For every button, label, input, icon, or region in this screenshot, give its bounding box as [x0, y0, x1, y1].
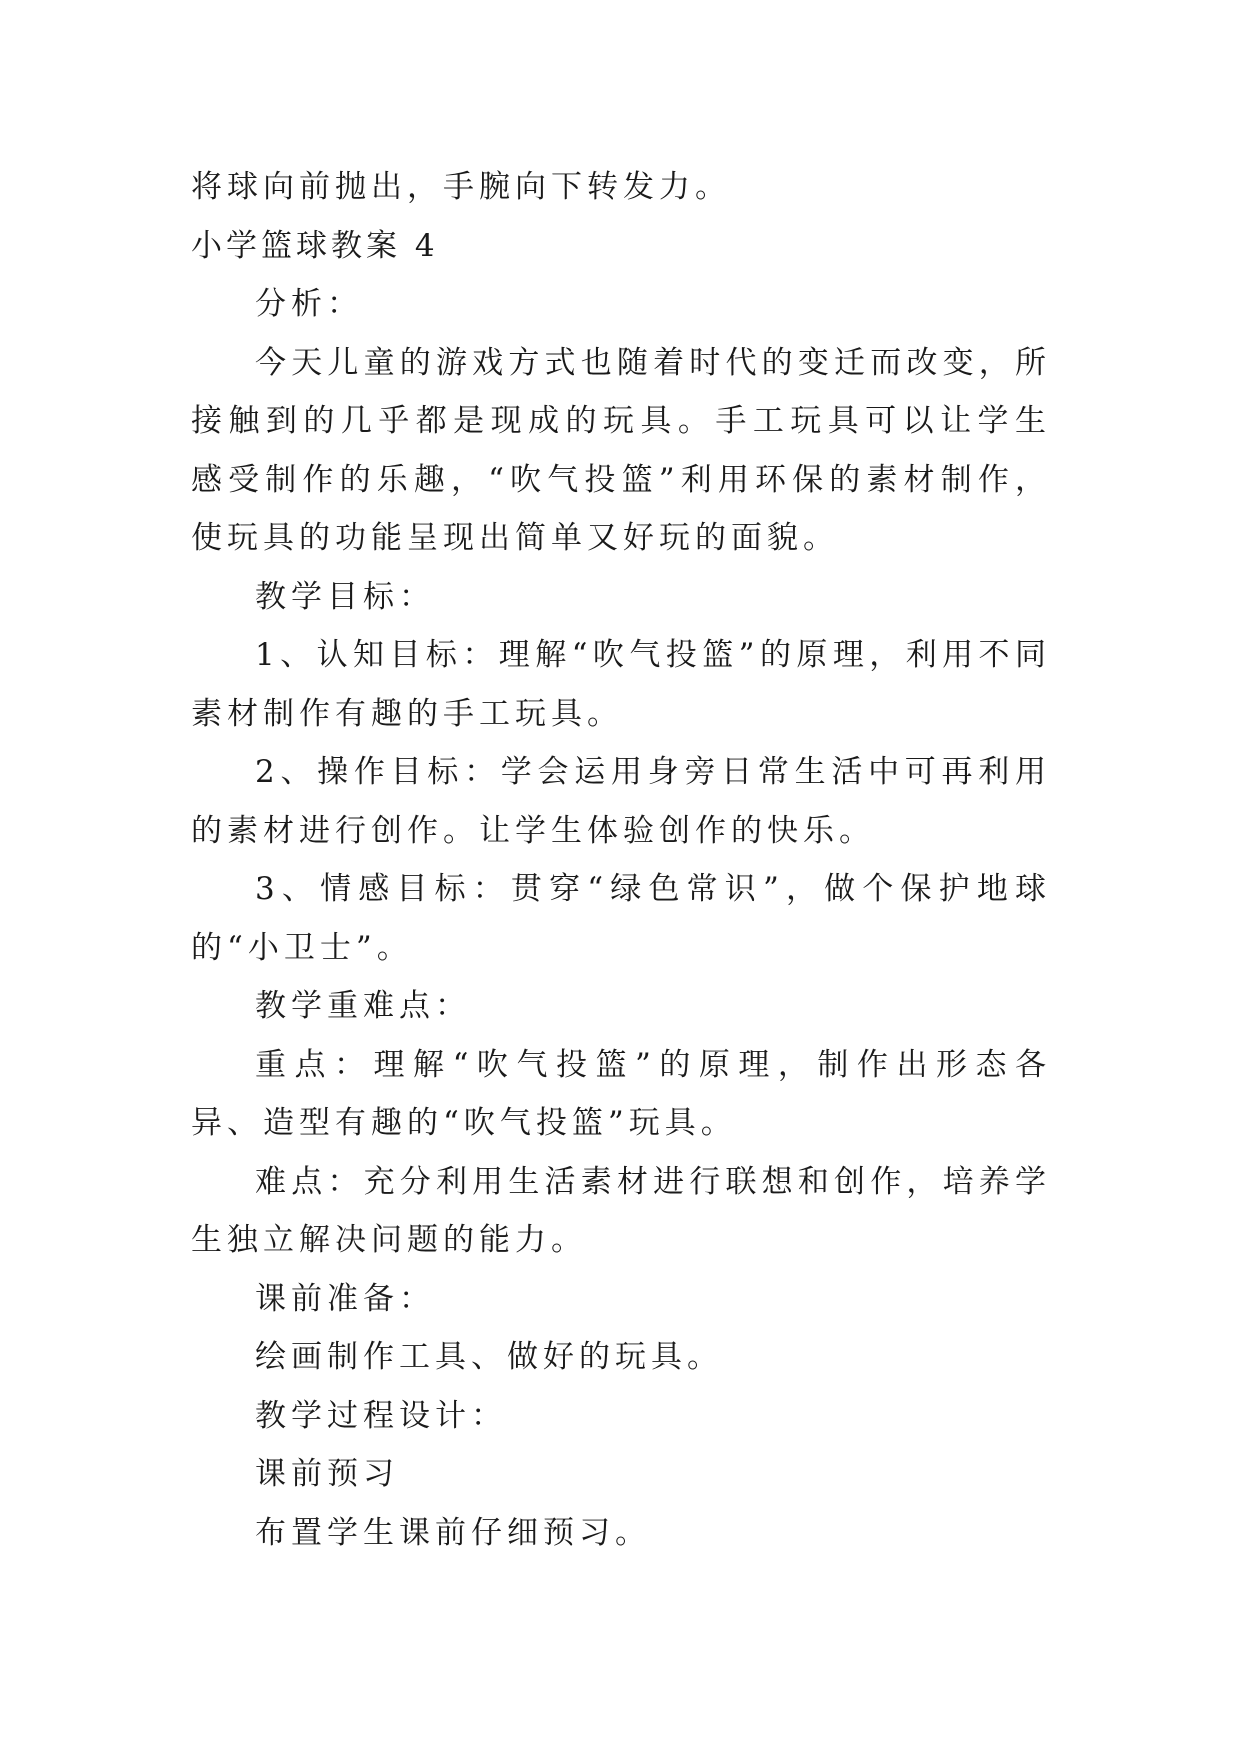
- subheading-process-design: 教学过程设计：: [255, 1397, 507, 1434]
- paragraph-preparation: 绘画制作工具、做好的玩具。: [255, 1339, 723, 1375]
- paragraph-analysis: 今天儿童的游戏方式也随着时代的变迁而改变，所接触到的几乎都是现成的玩具。手工玩具可以让学生感受制作的乐趣，“吹气投篮”利用环保的素材制作，使玩具的功能呈现出简单又好玩的面貌。: [191, 344, 1051, 556]
- subheading-preview: 课前预习: [255, 1456, 399, 1492]
- section-heading: 小学篮球教案 4: [191, 227, 439, 264]
- goal-cognitive: 1、认知目标：理解“吹气投篮”的原理，利用不同素材制作有趣的手工玩具。: [191, 637, 1051, 732]
- paragraph-key-point: 重点：理解“吹气投篮”的原理，制作出形态各异、造型有趣的“吹气投篮”玩具。: [191, 1046, 1051, 1141]
- subheading-analysis: 分析：: [255, 286, 363, 322]
- paragraph-preview: 布置学生课前仔细预习。: [255, 1514, 651, 1551]
- paragraph-continuation: 将球向前抛出，手腕向下转发力。: [191, 169, 731, 205]
- goal-operation: 2、操作目标：学会运用身旁日常生活中可再利用的素材进行创作。让学生体验创作的快乐。: [191, 754, 1051, 849]
- goal-emotion: 3、情感目标：贯穿“绿色常识”，做个保护地球的“小卫士”。: [191, 871, 1051, 966]
- subheading-teaching-goals: 教学目标：: [255, 578, 435, 615]
- paragraph-difficulty: 难点：充分利用生活素材进行联想和创作，培养学生独立解决问题的能力。: [191, 1163, 1051, 1258]
- document-body: [191, 158, 1051, 1562]
- subheading-preparation: 课前准备：: [255, 1280, 435, 1317]
- subheading-key-difficulties: 教学重难点：: [255, 988, 471, 1024]
